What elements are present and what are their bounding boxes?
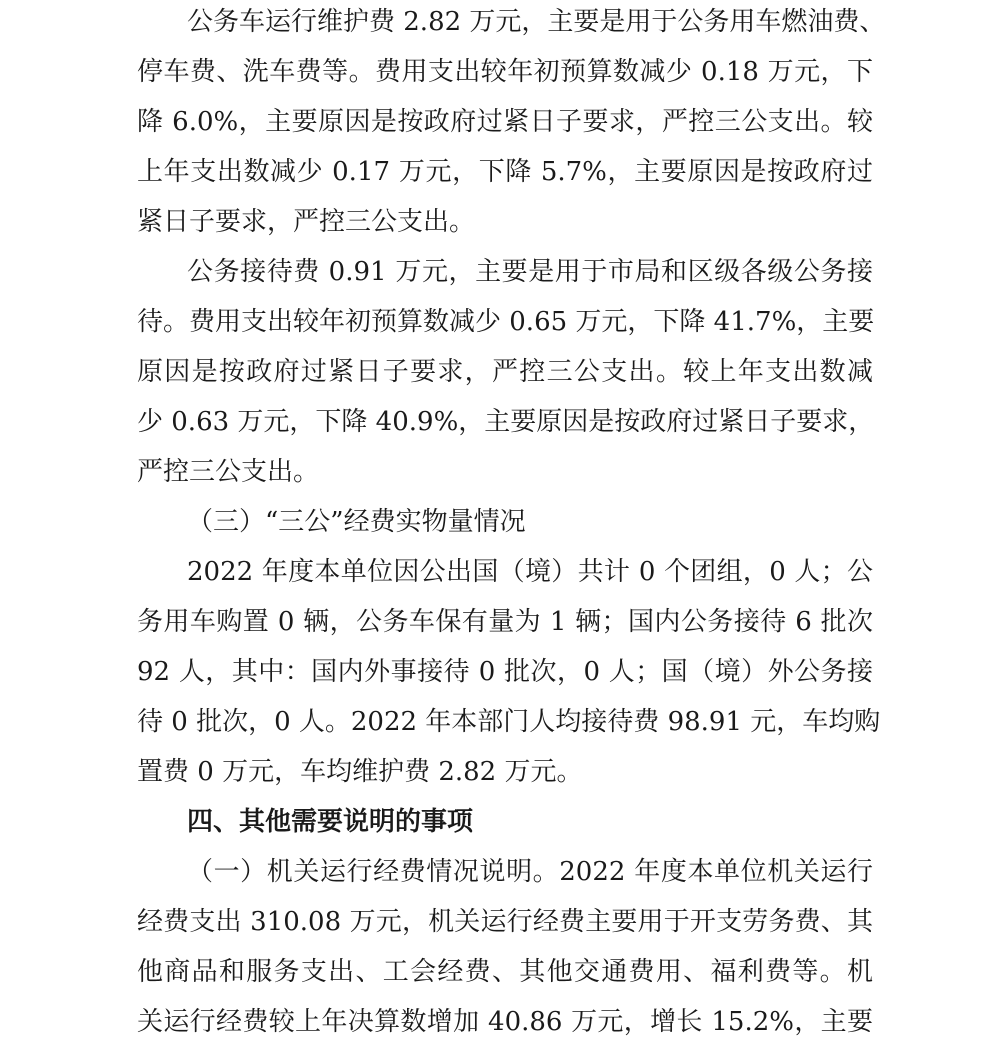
text-line: 经费支出 310.08 万元，机关运行经费主要用于开支劳务费、其 [137, 907, 873, 937]
text-line: 2022 年度本单位因公出国（境）共计 0 个团组，0 人；公 [187, 557, 873, 587]
text-line: 他商品和服务支出、工会经费、其他交通费用、福利费等。机 [137, 957, 873, 987]
text-line: 上年支出数减少 0.17 万元，下降 5.7%，主要原因是按政府过 [137, 157, 873, 187]
text-line: 降 6.0%，主要原因是按政府过紧日子要求，严控三公支出。较 [137, 107, 873, 137]
text-line: 公务接待费 0.91 万元，主要是用于市局和区级各级公务接 [187, 257, 873, 287]
text-line: 关运行经费较上年决算数增加 40.86 万元，增长 15.2%，主要 [137, 1007, 873, 1037]
text-line: 原因是按政府过紧日子要求，严控三公支出。较上年支出数减 [137, 357, 873, 387]
text-line: 少 0.63 万元，下降 40.9%，主要原因是按政府过紧日子要求， [137, 407, 875, 437]
text-line: 公务车运行维护费 2.82 万元，主要是用于公务用车燃油费、 [187, 7, 886, 37]
text-line: 92 人，其中：国内外事接待 0 批次，0 人；国（境）外公务接 [137, 657, 873, 687]
text-line: 严控三公支出。 [137, 457, 320, 487]
text-line: 停车费、洗车费等。费用支出较年初预算数减少 0.18 万元，下 [137, 57, 873, 87]
text-line: （一）机关运行经费情况说明。2022 年度本单位机关运行 [187, 857, 873, 887]
text-line: 紧日子要求，严控三公支出。 [137, 207, 476, 237]
section-subheading: （三）“三公”经费实物量情况 [187, 507, 526, 537]
text-line: 置费 0 万元，车均维护费 2.82 万元。 [137, 757, 583, 787]
section-heading: 四、其他需要说明的事项 [187, 807, 474, 837]
text-line: 待。费用支出较年初预算数减少 0.65 万元，下降 41.7%，主要 [137, 307, 875, 337]
text-line: 务用车购置 0 辆，公务车保有量为 1 辆；国内公务接待 6 批次 [137, 607, 873, 637]
text-line: 待 0 批次，0 人。2022 年本部门人均接待费 98.91 元，车均购 [137, 707, 881, 737]
